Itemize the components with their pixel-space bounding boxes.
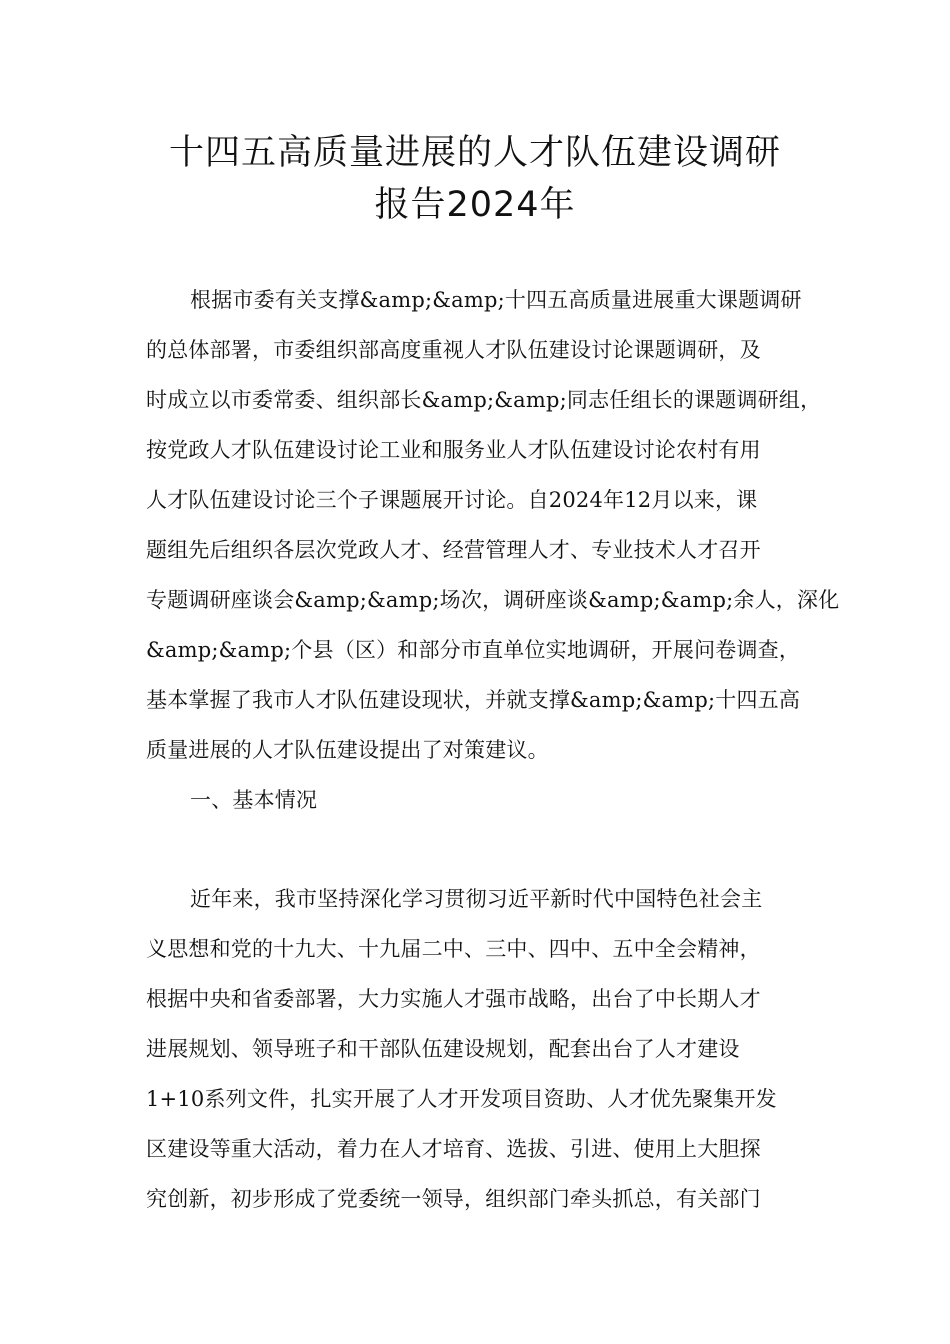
paragraph-2-line-1: 近年来，我市坚持深化学习贯彻习近平新时代中国特色社会主 [190, 887, 763, 911]
paragraph-1-line-3: 时成立以市委常委、组织部长&amp;&amp;同志任组长的课题调研组， [146, 388, 822, 412]
paragraph-1-line-7: 专题调研座谈会&amp;&amp;场次，调研座谈&amp;&amp;余人，深化 [146, 588, 840, 612]
paragraph-1-line-8: &amp;&amp;个县（区）和部分市直单位实地调研，开展问卷调查， [146, 638, 801, 662]
paragraph-1-line-2: 的总体部署，市委组织部高度重视人才队伍建设讨论课题调研，及 [146, 338, 761, 362]
paragraph-1-line-4: 按党政人才队伍建设讨论工业和服务业人才队伍建设讨论农村有用 [146, 438, 761, 462]
paragraph-1-line-6: 题组先后组织各层次党政人才、经营管理人才、专业技术人才召开 [146, 538, 761, 562]
paragraph-2-line-3: 根据中央和省委部署，大力实施人才强市战略，出台了中长期人才 [146, 987, 761, 1011]
document-title-line-1: 十四五高质量进展的人才队伍建设调研 [168, 133, 781, 173]
paragraph-1-line-1: 根据市委有关支撑&amp;&amp;十四五高质量进展重大课题调研 [190, 288, 802, 312]
paragraph-1-line-10: 质量进展的人才队伍建设提出了对策建议。 [146, 738, 549, 762]
paragraph-2-line-7: 究创新，初步形成了党委统一领导，组织部门牵头抓总，有关部门 [146, 1187, 761, 1211]
paragraph-2-line-2: 义思想和党的十九大、十九届二中、三中、四中、五中全会精神， [146, 937, 761, 961]
paragraph-1-line-9: 基本掌握了我市人才队伍建设现状，并就支撑&amp;&amp;十四五高 [146, 688, 801, 712]
section-heading-basic-situation: 一、基本情况 [190, 788, 318, 812]
document-title-line-2: 报告2024年 [374, 185, 576, 225]
paragraph-2-line-6: 区建设等重大活动，着力在人才培育、选拔、引进、使用上大胆探 [146, 1137, 761, 1161]
paragraph-2-line-4: 进展规划、领导班子和干部队伍建设规划，配套出台了人才建设 [146, 1037, 740, 1061]
paragraph-1-line-5: 人才队伍建设讨论三个子课题展开讨论。自2024年12月以来，课 [146, 488, 758, 512]
paragraph-2-line-5: 1+10系列文件，扎实开展了人才开发项目资助、人才优先聚集开发 [146, 1087, 777, 1111]
